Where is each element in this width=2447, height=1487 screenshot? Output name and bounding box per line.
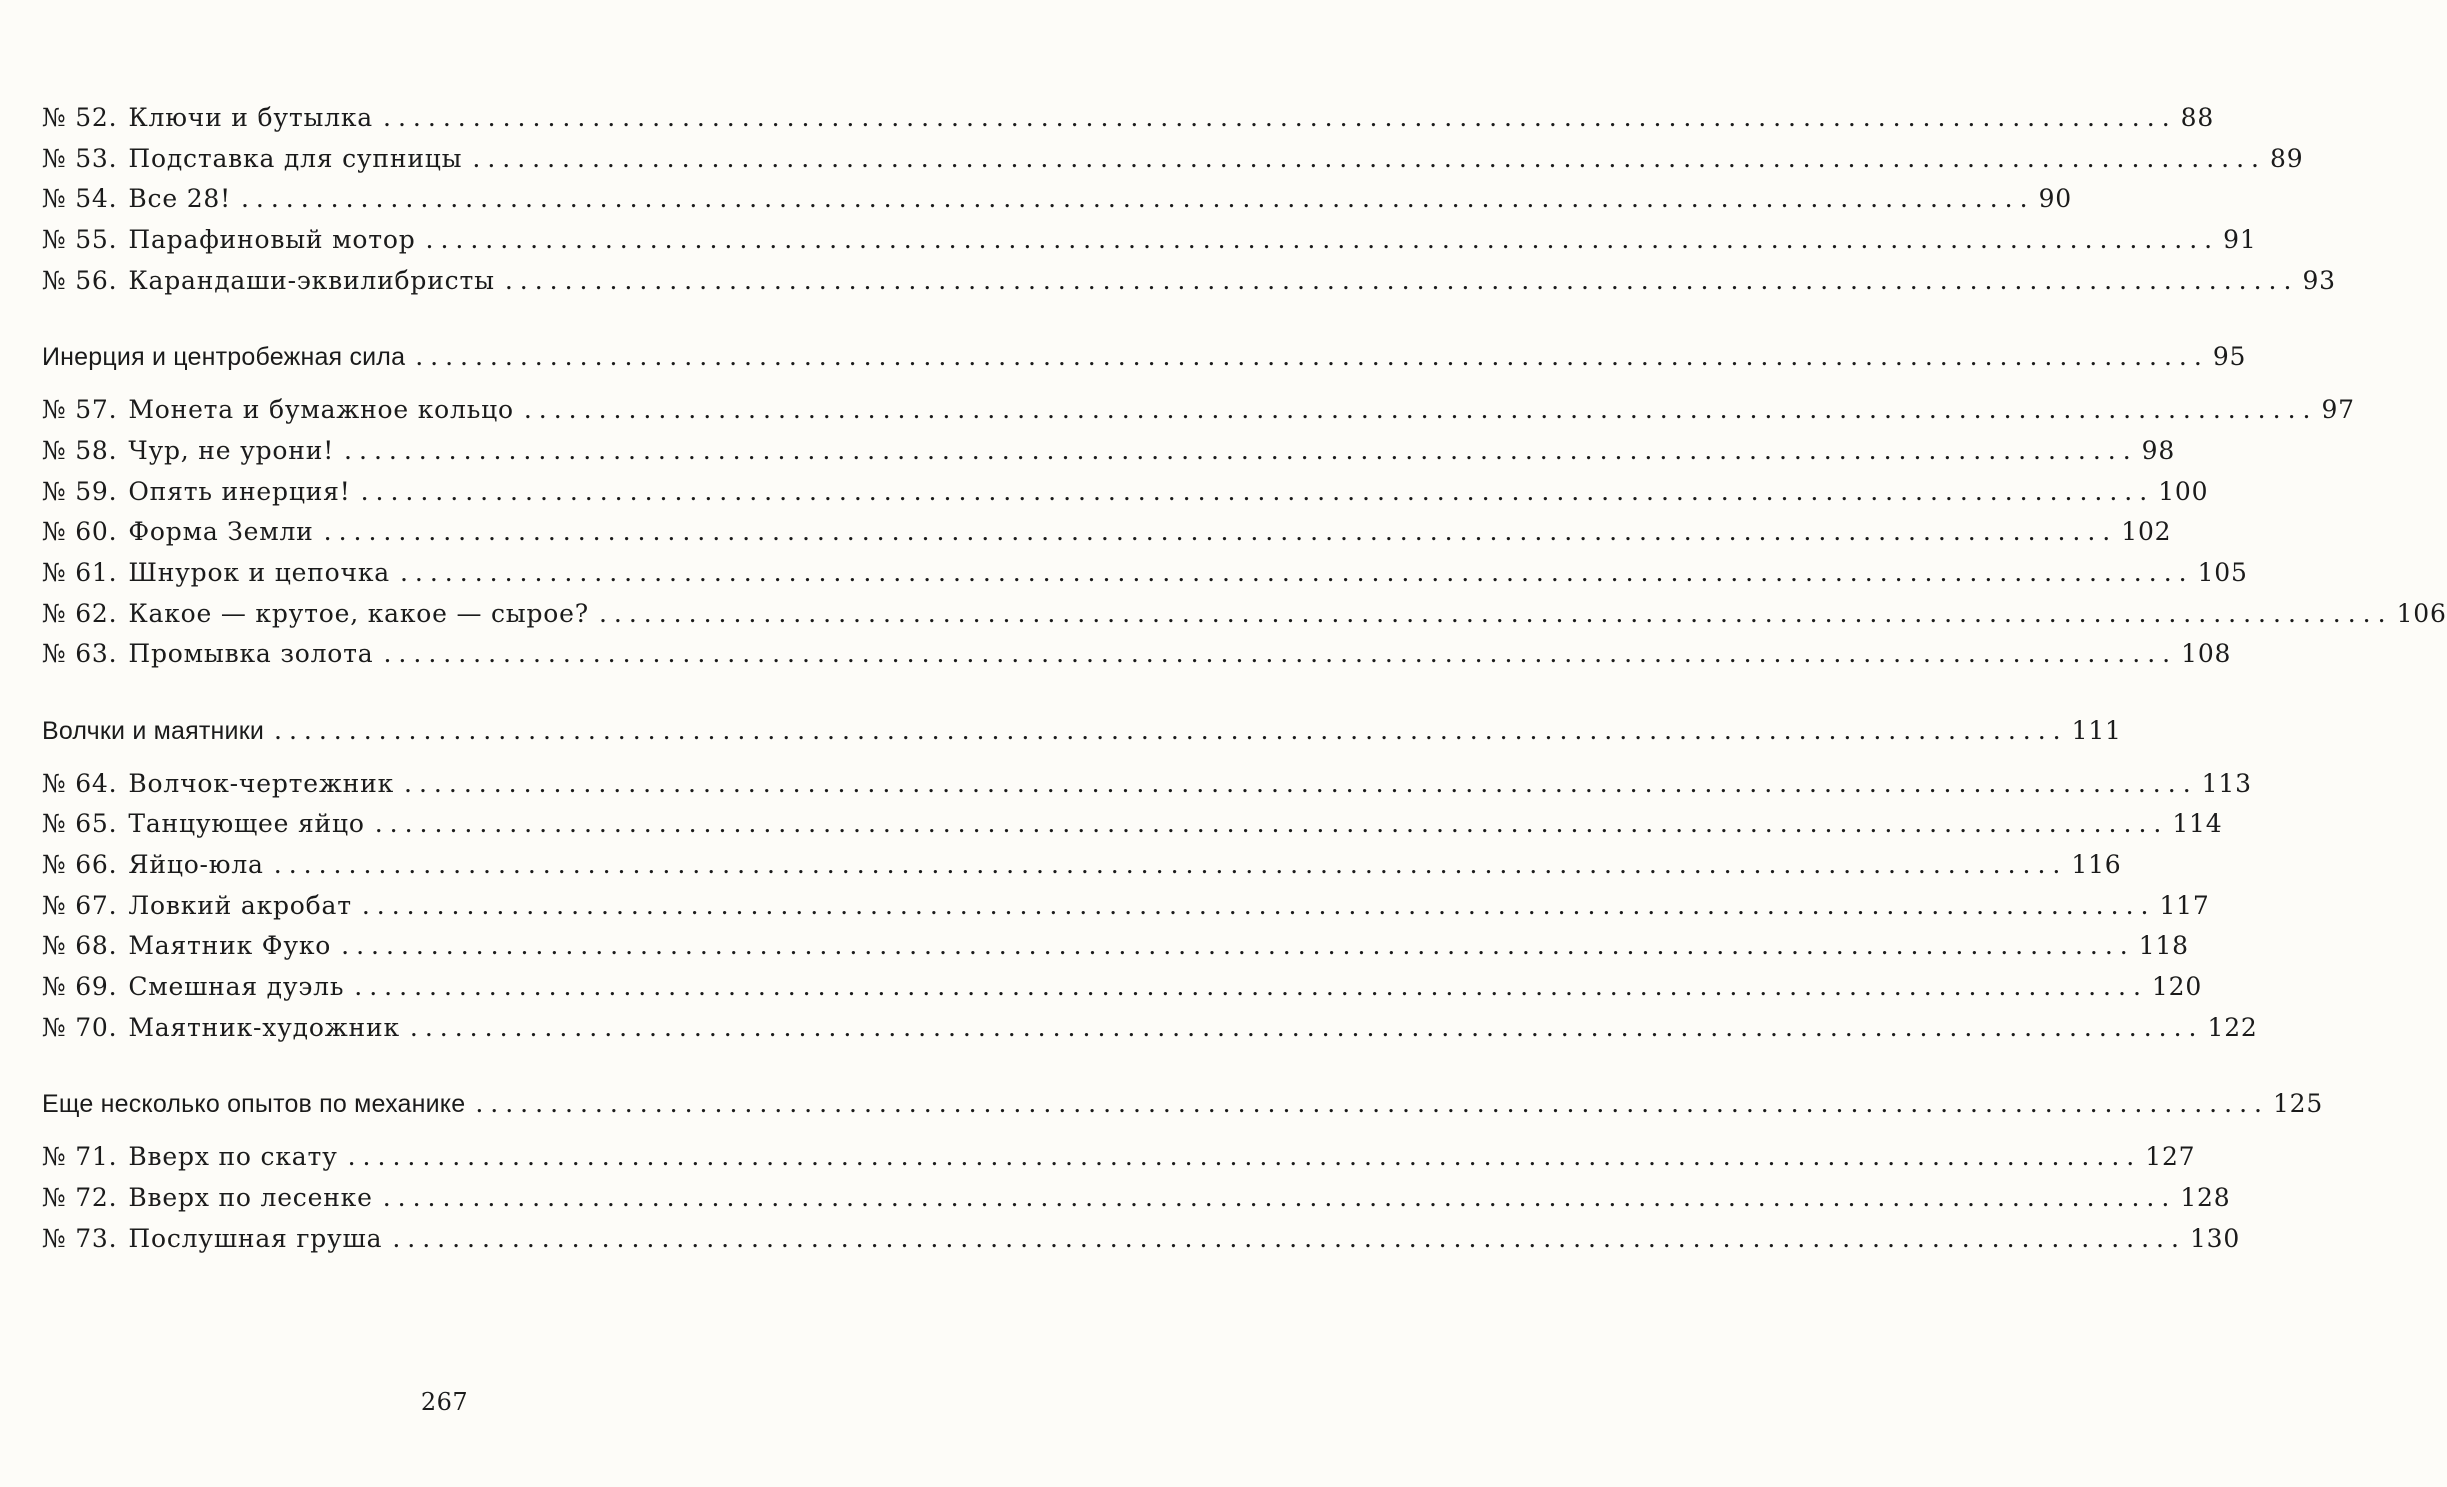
entry-page: 97 [2321,395,2355,425]
toc-entry [42,512,2172,553]
entry-number: № 52. [42,103,118,132]
entry-title: Смешная дуэль [128,972,345,1002]
toc-entry [42,845,2122,886]
entry-number: № 73. [42,1223,118,1253]
entry-page: 106 [2396,598,2447,628]
dot-leader: ........................................................................................................................ [383,103,2177,132]
entry-number: № 67. [42,890,118,920]
toc-entry [42,764,2252,805]
entry-page: 108 [2181,639,2232,669]
entry-title: Промывка золота [128,639,374,669]
entry-number: № 63. [42,639,118,669]
entry-number: № 64. [42,768,118,798]
toc-entry [42,390,2355,431]
entry-page: 91 [2223,225,2257,255]
entry-title: Чур, не урони! [128,435,335,465]
entry-number: № 62. [42,598,118,628]
section-heading [42,337,2247,378]
toc-entry [42,967,2203,1008]
entry-number: № 55. [42,225,118,255]
section-page: 125 [2272,1089,2324,1119]
entry-title: Ключи и бутылка [128,103,374,132]
entry-page: 127 [2145,1142,2196,1172]
toc-entry [42,98,2215,139]
entry-page: 122 [2207,1012,2258,1042]
section-page: 111 [2071,715,2122,745]
entry-page: 128 [2180,1182,2231,1212]
toc-entry [42,1219,2241,1260]
entry-page: 105 [2197,557,2248,587]
toc-entry [42,886,2210,927]
entry-title: Ловкий акробат [128,890,352,920]
entry-page: 114 [2172,809,2223,839]
entry-page: 89 [2270,143,2304,173]
dot-leader: ........................................................................................................................ [425,225,2220,255]
entry-title: Послушная груша [128,1223,383,1253]
entry-page: 116 [2071,850,2122,879]
entry-title: Форма Земли [128,517,314,547]
toc-entry [42,139,2304,180]
dot-leader: ........................................................................................................................ [354,972,2148,1002]
entry-number: № 59. [42,476,118,506]
entry-page: 98 [2141,435,2176,465]
dot-leader: ........................................................................................................................ [273,850,2068,879]
dot-leader: ........................................................................................................................ [399,557,2194,587]
dot-leader: ........................................................................................................................ [475,1089,2269,1119]
entry-page: 120 [2151,972,2203,1002]
dot-leader: ........................................................................................................................ [361,890,2156,920]
toc-entry [42,220,2257,261]
dot-leader: ........................................................................................................................ [344,435,2138,465]
dot-leader: ........................................................................................................................ [382,1182,2177,1212]
entry-number: № 53. [42,143,118,173]
entry-number: № 66. [42,850,118,879]
entry-title: Маятник-художник [128,1012,400,1042]
entry-number: № 57. [42,395,118,425]
dot-leader: ........................................................................................................................ [392,1223,2186,1253]
toc-entry [42,431,2176,472]
entry-title: Какое — крутое, какое — сырое? [128,598,589,628]
section-title: Инерция и центробежная сила [42,343,406,372]
entry-title: Маятник Фуко [128,931,332,961]
toc-entry [42,1008,2258,1049]
dot-leader: ........................................................................................................................ [504,265,2299,295]
section-heading [42,1084,2324,1125]
entry-title: Опять инерция! [128,476,351,506]
entry-page: 102 [2121,517,2172,547]
entry-page: 117 [2159,890,2210,920]
entry-page: 90 [2038,184,2072,214]
entry-number: № 65. [42,809,118,839]
toc-entry [42,472,2209,513]
entry-title: Подставка для супницы [128,143,463,173]
toc-entry [42,553,2248,594]
section-title: Еще несколько опытов по механике [42,1090,466,1119]
entry-title: Шнурок и цепочка [128,557,390,587]
dot-leader: ........................................................................................................................ [404,768,2198,798]
section-page: 95 [2212,342,2247,372]
dot-leader: ........................................................................................................................ [341,931,2135,961]
toc-section [42,337,2447,675]
page-number: 267 [420,1388,469,1416]
entry-title: Все 28! [128,184,231,214]
entry-number: № 56. [42,265,118,295]
entry-number: № 71. [42,1142,118,1172]
dot-leader: ........................................................................................................................ [360,476,2155,506]
entry-page: 100 [2158,476,2209,506]
dot-leader: ........................................................................................................................ [472,143,2266,173]
dot-leader: ........................................................................................................................ [347,1142,2142,1172]
toc-entry [42,1137,2196,1178]
entry-number: № 60. [42,517,118,547]
entry-title: Вверх по лесенке [128,1182,373,1212]
dot-leader: ........................................................................................................................ [323,517,2118,547]
toc-entry [42,634,2232,675]
entry-title: Яйцо-юла [128,850,264,879]
entry-number: № 72. [42,1182,118,1212]
dot-leader: ........................................................................................................................ [523,395,2318,425]
toc-entry [42,804,2223,845]
toc-entry [42,594,2447,635]
entry-number: № 54. [42,184,118,214]
dot-leader: ........................................................................................................................ [374,809,2169,839]
entry-number: № 68. [42,931,118,961]
entry-number: № 69. [42,972,118,1002]
entry-title: Вверх по скату [128,1142,338,1172]
entry-title: Парафиновый мотор [128,225,416,255]
toc-entry [42,261,2336,302]
table-of-contents [42,98,2447,1259]
entry-page: 88 [2180,103,2215,132]
entry-number: № 61. [42,557,118,587]
section-title: Волчки и маятники [42,716,265,745]
toc-entry [42,1178,2231,1219]
entry-title: Волчок-чертежник [128,768,395,798]
dot-leader: ........................................................................................................................ [409,1012,2204,1042]
entry-page: 118 [2138,931,2189,961]
entry-page: 130 [2189,1223,2241,1253]
dot-leader: ........................................................................................................................ [274,715,2068,745]
entry-page: 93 [2302,265,2336,295]
entry-page: 113 [2201,768,2252,798]
toc-section [42,1084,2324,1259]
toc-entry [42,179,2072,220]
entry-number: № 58. [42,435,118,465]
entry-number: № 70. [42,1012,118,1042]
toc-entry [42,926,2189,967]
dot-leader: ........................................................................................................................ [415,342,2209,372]
section-heading [42,711,2122,752]
entry-title: Монета и бумажное кольцо [128,395,514,425]
entry-title: Танцующее яйцо [128,809,365,839]
toc-section [42,711,2258,1049]
entry-title: Карандаши-эквилибристы [128,265,495,295]
dot-leader: ........................................................................................................................ [598,598,2393,628]
dot-leader: ........................................................................................................................ [383,639,2178,669]
dot-leader: ........................................................................................................................ [240,184,2035,214]
toc-section [42,98,2336,301]
